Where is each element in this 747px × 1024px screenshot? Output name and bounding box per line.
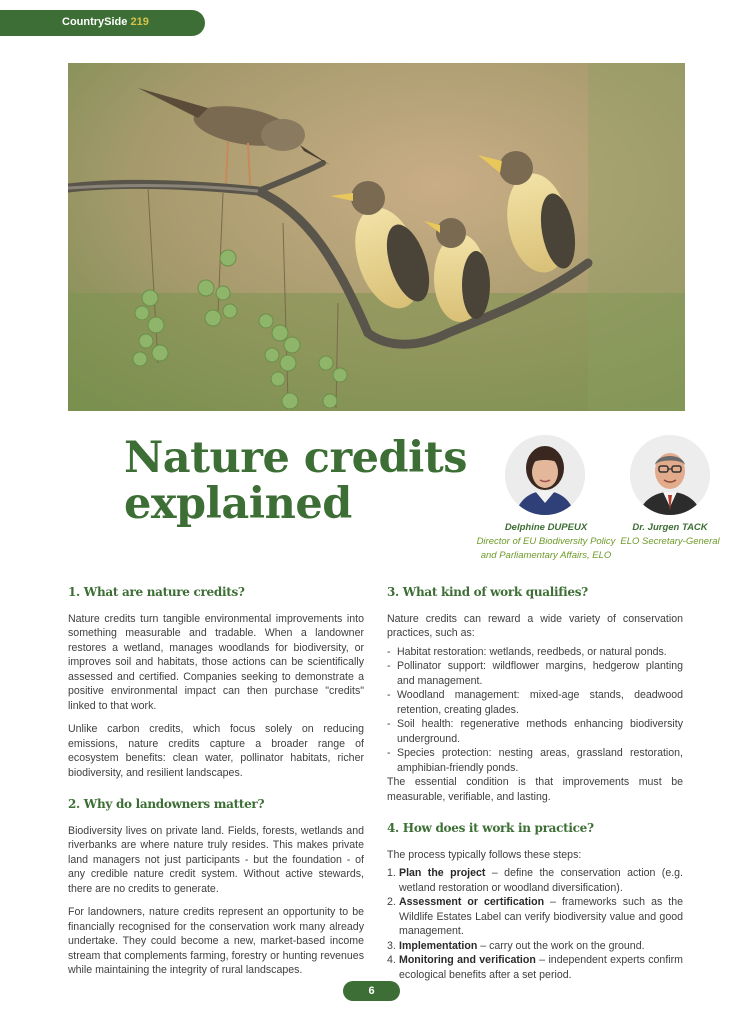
step-number: 3. bbox=[387, 939, 396, 952]
hero-photo-birds-on-branch bbox=[68, 63, 685, 411]
list-item: - Woodland management: mixed-age stands, deadwood retention, creating glades. bbox=[387, 688, 683, 717]
list-item: - Habitat restoration: wetlands, reedbeds, or natural ponds. bbox=[387, 645, 683, 660]
step-number: 4. bbox=[387, 954, 396, 966]
step-text: – frameworks such as the Wildlife Estates Label can verify biodiversity value and good management. bbox=[399, 896, 683, 937]
list-item bbox=[387, 895, 683, 939]
author-role-1 bbox=[464, 535, 628, 563]
section-3-heading: 3. What kind of work qualifies? bbox=[387, 585, 588, 599]
right-column bbox=[387, 585, 683, 982]
magazine-name: CountrySide bbox=[62, 16, 128, 28]
issue-number: 219 bbox=[130, 16, 149, 28]
step-text: – independent experts confirm ecological benefits after a set period. bbox=[399, 954, 683, 981]
author-name-2: Dr. Jurgen TACK bbox=[632, 522, 708, 533]
magazine-header-tab bbox=[0, 10, 205, 36]
process-steps-list bbox=[387, 866, 683, 982]
author-role-2: ELO Secretary-General bbox=[620, 536, 720, 547]
article-title bbox=[124, 435, 467, 527]
section-3-intro: Nature credits can reward a wide variety of conservation practices, such as: bbox=[387, 612, 683, 639]
title-line-1: Nature credits bbox=[124, 433, 467, 483]
author-role-1-line-1: Director of EU Biodiversity Policy bbox=[476, 536, 616, 547]
list-item bbox=[387, 939, 683, 954]
left-column bbox=[68, 585, 364, 987]
section-2-paragraph-1: Biodiversity lives on private land. Fields, forests, wetlands and riverbanks are where nature truly resides. This makes private land managers not just participants - but the foundation - of any credible nature credit system. Without active stewards, there are no credits to generate. bbox=[68, 824, 364, 895]
magazine-title bbox=[62, 16, 149, 28]
qualifying-work-list bbox=[387, 645, 683, 776]
section-3-outro: The essential condition is that improvements must be measurable, verifiable, and lasting. bbox=[387, 776, 683, 803]
step-text: – carry out the work on the ground. bbox=[477, 939, 645, 952]
author-role-1-line-2: and Parliamentary Affairs, ELO bbox=[480, 550, 612, 561]
section-4-heading: 4. How does it work in practice? bbox=[387, 821, 594, 835]
author-portrait-delphine bbox=[505, 435, 585, 515]
list-item: - Soil health: regenerative methods enhancing biodiversity underground. bbox=[387, 717, 683, 746]
section-1-paragraph-2: Unlike carbon credits, which focus solely on reducing emissions, nature credits capture a broader range of ecosystem benefits: clean water, pollinator habitats, richer biodiversity, and resilient landscapes. bbox=[68, 723, 364, 779]
list-item: - Pollinator support: wildflower margins, hedgerow planting and management. bbox=[387, 659, 683, 688]
step-title: Monitoring and verification bbox=[399, 954, 536, 966]
section-1-paragraph-1: Nature credits turn tangible environmental improvements into something measurable and tradable. When a landowner restores a wetland, manages woodlands for biodiversity, or improves soil and habitats, those actions can be scientifically assessed and certified. Companies seeking to demonstrate a positive environmental impact can then purchase "credits" linked to that work. bbox=[68, 612, 364, 712]
section-4-intro: The process typically follows these steps: bbox=[387, 848, 582, 861]
step-title: Assessment or certification bbox=[399, 896, 545, 908]
step-title: Plan the project bbox=[399, 867, 486, 879]
list-item: - Species protection: nesting areas, grassland restoration, amphibian-friendly ponds. bbox=[387, 746, 683, 775]
author-name-1: Delphine DUPEUX bbox=[504, 522, 588, 533]
section-2-heading: 2. Why do landowners matter? bbox=[68, 797, 265, 811]
section-1-heading: 1. What are nature credits? bbox=[68, 585, 245, 599]
list-item bbox=[387, 866, 683, 895]
step-title: Implementation bbox=[399, 939, 478, 952]
title-line-2: explained bbox=[124, 479, 352, 529]
step-text: – define the conservation action (e.g. wetland restoration or woodland diversification). bbox=[399, 867, 683, 894]
step-number: 2. bbox=[387, 896, 396, 908]
author-portrait-jurgen bbox=[630, 435, 710, 515]
step-number: 1. bbox=[387, 867, 396, 879]
list-item bbox=[387, 953, 683, 982]
section-2-paragraph-2: For landowners, nature credits represent an opportunity to be financially recognised for the conservation work many already undertake. They could become a new, market-based income stream that complements farming, forestry or hunting revenues while maintaining the integrity of rural landscapes. bbox=[68, 906, 364, 976]
page-number-badge: 6 bbox=[343, 981, 400, 1001]
